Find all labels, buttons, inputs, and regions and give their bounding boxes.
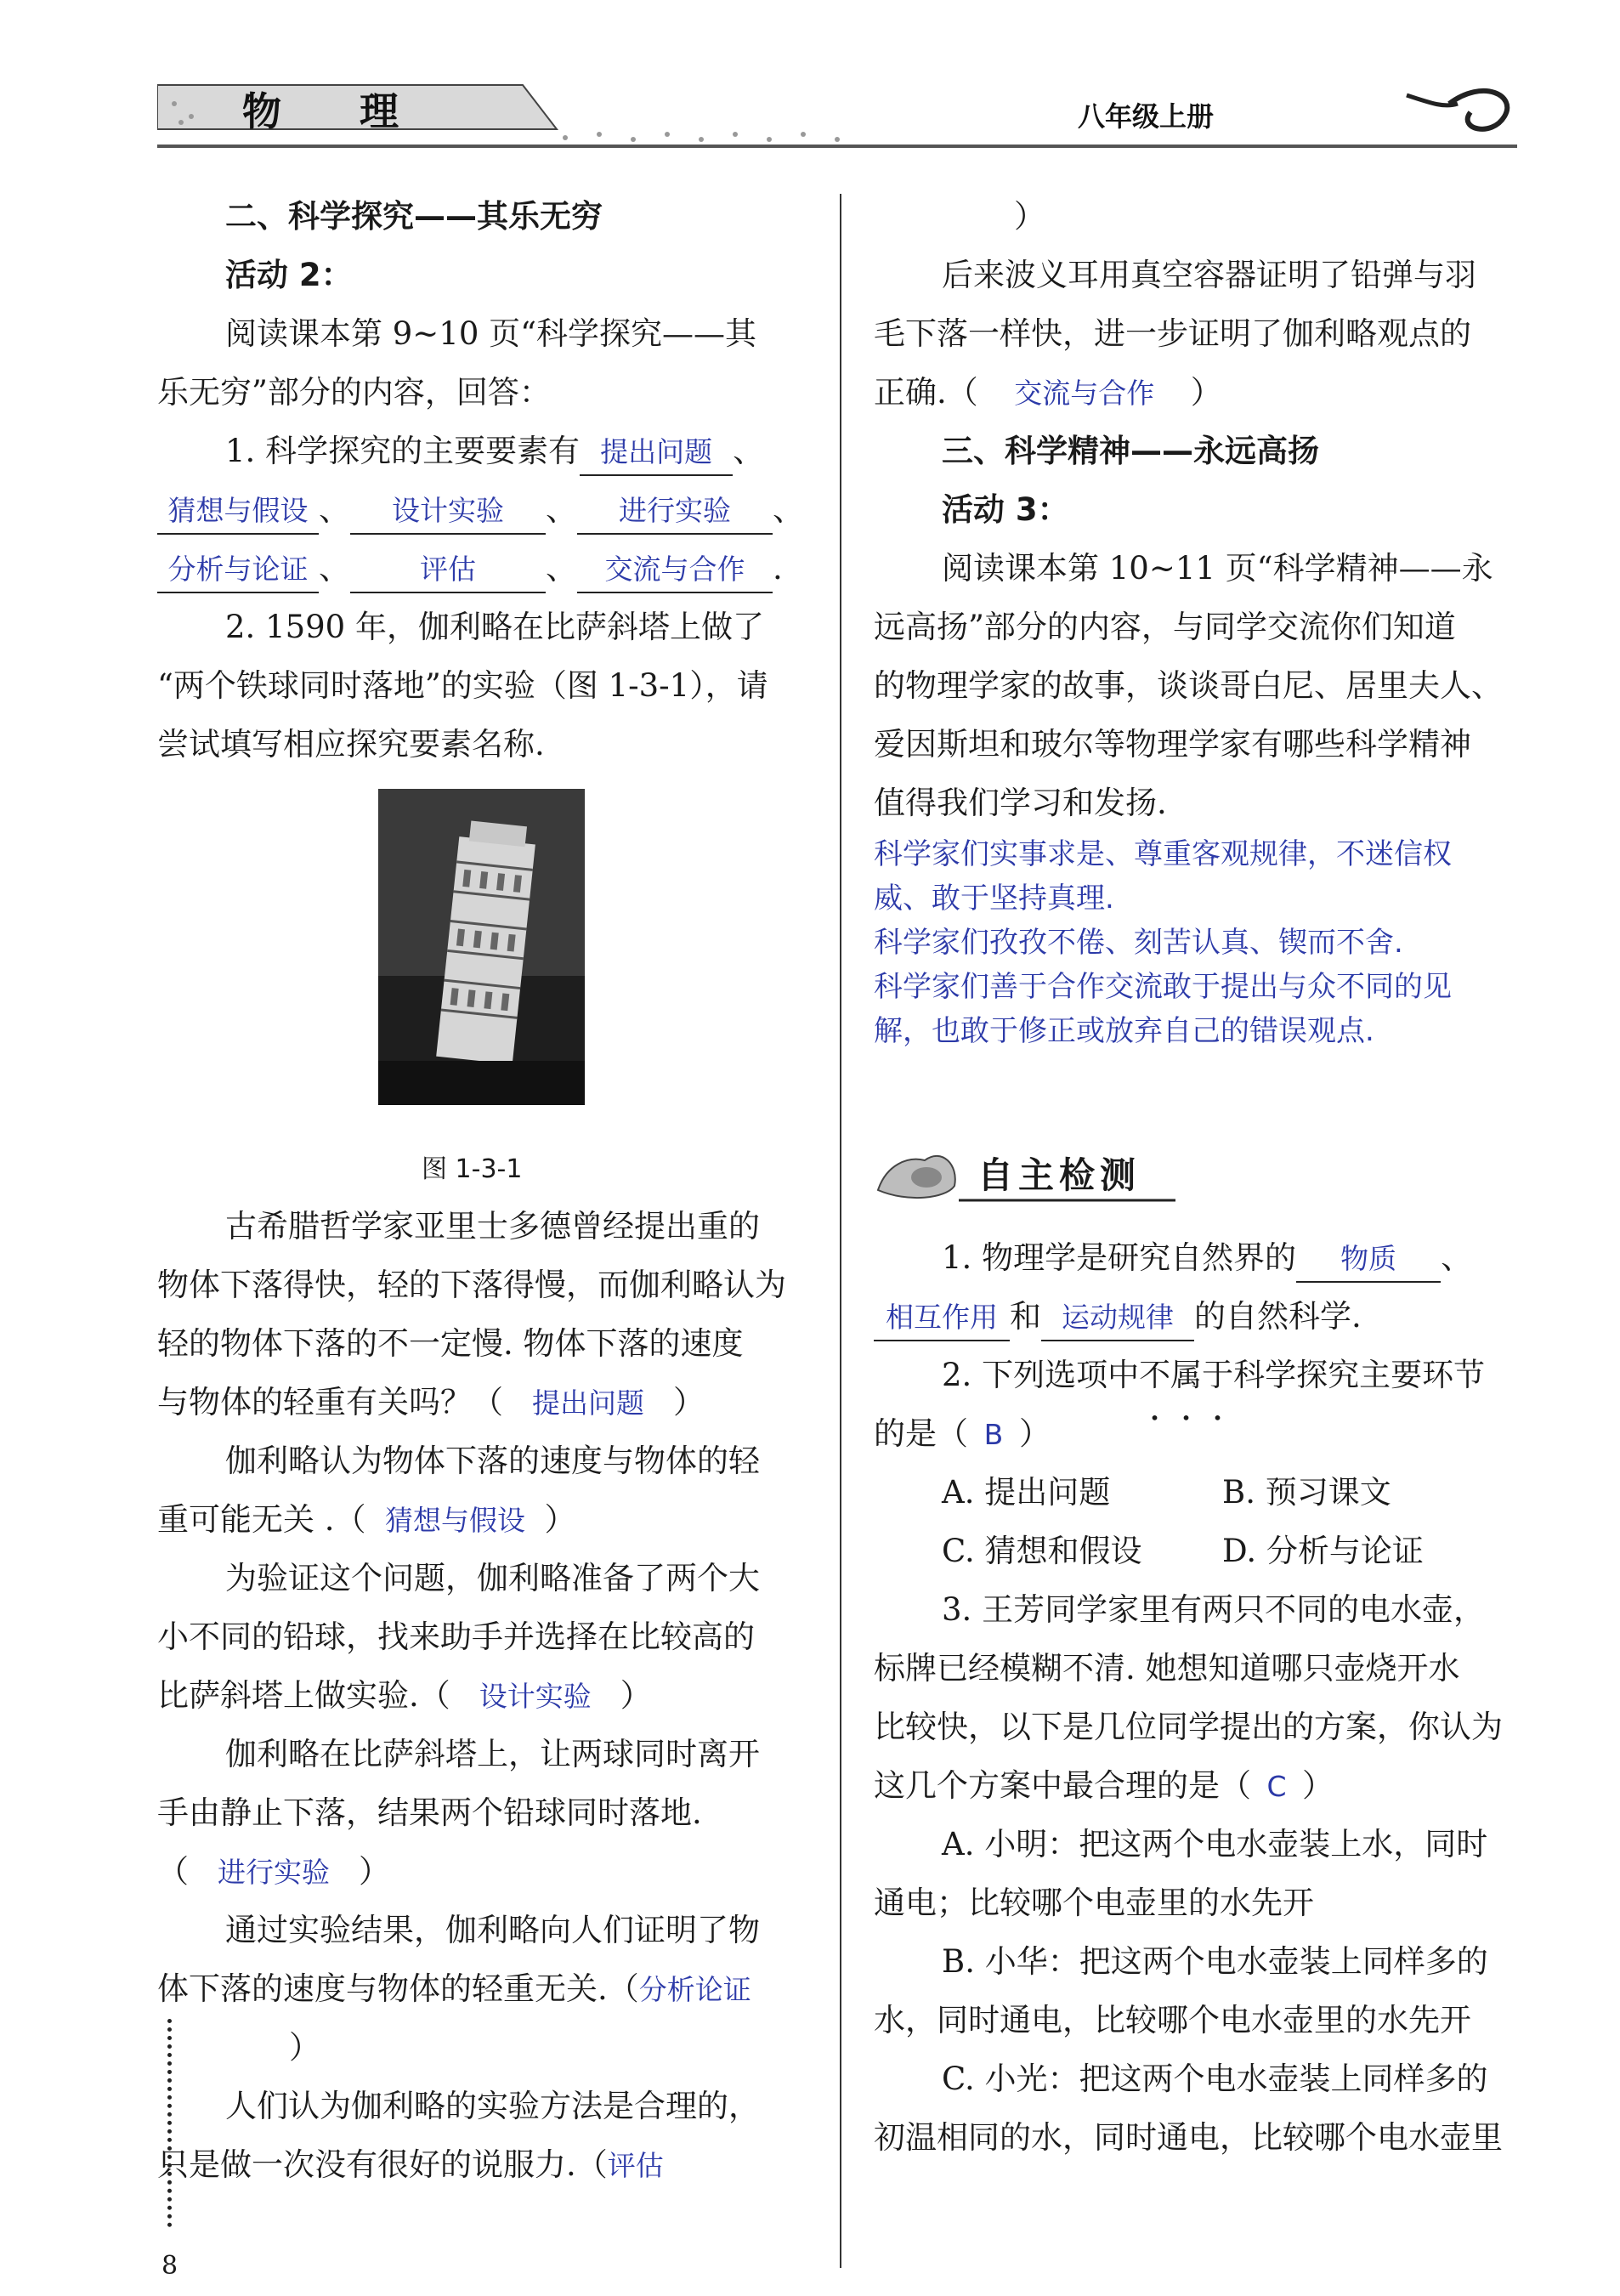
close-paren: ） xyxy=(673,1384,705,1420)
left-column xyxy=(157,187,812,774)
period: . xyxy=(773,550,783,587)
close-paren: ） xyxy=(359,1853,390,1890)
answer-line-2: 威、敢于坚持真理. xyxy=(874,882,1114,916)
activity-3-line-5: 值得我们学习和发扬. xyxy=(874,785,1167,821)
activity-2-label: 活动 2： xyxy=(225,257,353,293)
test-1-blank-3: 运动规律 xyxy=(1041,1295,1194,1341)
question-2-line-3: 尝试填写相应探究要素名称. xyxy=(157,726,545,762)
separator: 、 xyxy=(546,550,577,587)
subject-title: 物 理 xyxy=(242,88,432,134)
self-test-title: 自主检测 xyxy=(977,1154,1141,1196)
paragraph-5-line-1: 通过实验结果，伽利略向人们证明了物 xyxy=(225,1912,760,1948)
leaning-tower-photo xyxy=(378,789,585,1105)
dotted-margin-line xyxy=(167,2019,172,2227)
page-number: 8 xyxy=(161,2251,178,2281)
question-2-line-1: 2. 1590 年，伽利略在比萨斜塔上做了 xyxy=(225,609,764,645)
separator: 、 xyxy=(733,433,765,469)
paragraph-5-line-2 xyxy=(157,1959,812,2018)
paragraph-1-line-4 xyxy=(157,1373,812,1431)
answer-blank-7: 交流与合作 xyxy=(577,547,773,593)
answer-blank-5: 分析与论证 xyxy=(157,547,319,593)
option-a: A. 提出问题 xyxy=(942,1474,1111,1511)
test-1-and: 和 xyxy=(1010,1298,1041,1335)
separator: 、 xyxy=(1441,1239,1473,1276)
close-paren: ） xyxy=(1190,374,1222,411)
separator: 、 xyxy=(773,491,804,528)
paragraph-4-line-2: 手由静止下落，结果两个铅球同时落地. xyxy=(157,1794,702,1831)
separator: 、 xyxy=(546,491,577,528)
answer-blank-1: 提出问题 xyxy=(580,430,733,476)
close-paren: ） xyxy=(1019,1415,1051,1452)
answer-hypothesis: 猜想与假设 xyxy=(385,1504,526,1537)
activity-3-label: 活动 3： xyxy=(942,491,1069,528)
paragraph-6-line-2 xyxy=(157,2135,812,2194)
close-paren: ） xyxy=(1302,1767,1334,1804)
test-1-line-2 xyxy=(874,1287,1528,1346)
test-3-line-2: 标牌已经模糊不清. 她想知道哪只壶烧开水 xyxy=(874,1650,1460,1687)
question-2-line-2: “两个铁球同时落地”的实验（图 1-3-1），请 xyxy=(157,667,768,704)
separator: 、 xyxy=(319,550,350,587)
activity-3-line-1: 阅读课本第 10~11 页“科学精神——永 xyxy=(942,550,1493,587)
question-1-prefix: 1. 科学探究的主要要素有 xyxy=(225,433,581,469)
activity-3-line-4: 爱因斯坦和玻尔等物理学家有哪些科学精神 xyxy=(874,726,1471,762)
close-paren: ） xyxy=(544,1501,576,1538)
test-3-option-b-1: B. 小华：把这两个电水壶装上同样多的 xyxy=(942,1943,1488,1980)
figure-caption: 图 1-3-1 xyxy=(422,1154,523,1184)
paragraph-1-line-2: 物体下落得快，轻的下落得慢，而伽利略认为 xyxy=(157,1267,786,1303)
option-c: C. 猜想和假设 xyxy=(942,1533,1142,1569)
header-rule xyxy=(157,145,1517,148)
question-1-answers-row-1 xyxy=(157,480,812,539)
paragraph-1-line-3: 轻的物体下落的不一定慢. 物体下落的速度 xyxy=(157,1325,744,1362)
test-3-line-1: 3. 王芳同学家里有两只不同的电水壶， xyxy=(942,1591,1486,1628)
test-3-option-c-1: C. 小光：把这两个电水壶装上同样多的 xyxy=(942,2061,1488,2097)
test-1-line-1 xyxy=(874,1228,1528,1287)
paragraph-2-text: 重可能无关 .（ xyxy=(157,1501,366,1538)
paragraph-2-line-1: 伽利略认为物体下落的速度与物体的轻 xyxy=(225,1443,760,1479)
test-2-line-2 xyxy=(874,1404,1528,1463)
answer-evaluate: 评估 xyxy=(607,2149,664,2182)
open-paren: （ xyxy=(157,1853,189,1890)
question-1-line xyxy=(157,422,812,480)
test-3-option-a-2: 通电；比较哪个电壶里的水先开 xyxy=(874,1885,1314,1921)
answer-blank-2: 猜想与假设 xyxy=(157,489,319,535)
answer-design-experiment: 设计实验 xyxy=(479,1680,592,1713)
paragraph-1-text: 与物体的轻重有关吗？（ xyxy=(157,1384,503,1420)
test-3-line-4 xyxy=(874,1756,1528,1815)
column-divider xyxy=(840,194,841,2268)
answer-line-1: 科学家们实事求是、尊重客观规律，不迷信权 xyxy=(874,837,1452,871)
answer-communicate: 交流与合作 xyxy=(1014,377,1155,410)
activity-3-line-2: 远高扬”部分的内容，与同学交流你们知道 xyxy=(874,609,1456,645)
answer-conduct-experiment: 进行实验 xyxy=(218,1856,330,1889)
right-column xyxy=(874,187,1528,1053)
test-3-line-3: 比较快，以下是几位同学提出的方案，你认为 xyxy=(874,1709,1503,1745)
test-3-option-b-2: 水，同时通电，比较哪个电水壶里的水先开 xyxy=(874,2002,1471,2038)
paragraph-6-line-1: 人们认为伽利略的实验方法是合理的， xyxy=(225,2088,760,2124)
test-2-options-row-2 xyxy=(874,1522,1528,1580)
close-paren: ） xyxy=(620,1677,652,1714)
paragraph-7-line-1: 后来波义耳用真空容器证明了铅弹与羽 xyxy=(942,257,1476,293)
test-2-line-1 xyxy=(874,1346,1528,1404)
paragraph-3-line-1: 为验证这个问题，伽利略准备了两个大 xyxy=(225,1560,760,1596)
test-3-option-c-2: 初温相同的水，同时通电，比较哪个电水壶里 xyxy=(874,2119,1503,2156)
activity-3-line-3: 的物理学家的故事，谈谈哥白尼、居里夫人、 xyxy=(874,667,1503,704)
answer-line-5: 解，也敢于修正或放弃自己的错误观点. xyxy=(874,1014,1374,1048)
test-2-text-b: 科学探究主要环节 xyxy=(1233,1357,1486,1393)
emphasis-char: 属 xyxy=(1170,1357,1203,1393)
test-2-text-a: 2. 下列选项中 xyxy=(942,1357,1140,1393)
test-3-stem-end: 这几个方案中最合理的是（ xyxy=(874,1767,1251,1804)
test-1-blank-2: 相互作用 xyxy=(874,1295,1010,1341)
question-1-answers-row-2 xyxy=(157,539,812,598)
section-2-title: 二、科学探究——其乐无穷 xyxy=(225,198,603,235)
carryover-paren: ） xyxy=(1014,198,1045,235)
option-b: B. 预习课文 xyxy=(1222,1474,1391,1511)
test-1-blank-1: 物质 xyxy=(1296,1237,1441,1283)
test-3-answer: C xyxy=(1266,1770,1287,1803)
self-test-section xyxy=(874,1228,1528,2167)
read-line-2: 乐无穷”部分的内容，回答： xyxy=(157,374,551,411)
grade-label: 八年级上册 xyxy=(1078,100,1215,133)
test-2-answer: B xyxy=(983,1418,1004,1451)
activity-3-answer xyxy=(874,832,1528,1053)
answer-ask-question: 提出问题 xyxy=(532,1386,644,1420)
paragraph-4-line-3 xyxy=(157,1842,812,1901)
option-d: D. 分析与论证 xyxy=(1222,1533,1424,1569)
paragraph-7-text: 正确.（ xyxy=(874,374,978,411)
paragraph-2-line-2 xyxy=(157,1490,812,1549)
test-1-prefix: 1. 物理学是研究自然界的 xyxy=(942,1239,1297,1276)
read-line-1: 阅读课本第 9~10 页“科学探究——其 xyxy=(225,315,757,352)
test-3-option-a-1: A. 小明：把这两个电水壶装上水，同时 xyxy=(942,1826,1488,1862)
test-2-options-row-1 xyxy=(874,1463,1528,1522)
paragraph-7-line-3 xyxy=(874,363,1528,422)
answer-line-4: 科学家们善于合作交流敢于提出与众不同的见 xyxy=(874,970,1452,1004)
paragraph-6-text: 只是做一次没有很好的说服力.（ xyxy=(157,2146,608,2183)
paragraph-3-line-3 xyxy=(157,1666,812,1725)
emphasis-char: 不 xyxy=(1139,1357,1171,1393)
paragraph-5-text: 体下落的速度与物体的轻重无关.（ xyxy=(157,1970,639,2007)
section-3-title: 三、科学精神——永远高扬 xyxy=(942,433,1319,469)
paragraph-1-line-1: 古希腊哲学家亚里士多德曾经提出重的 xyxy=(225,1208,760,1244)
paragraph-3-text: 比萨斜塔上做实验.（ xyxy=(157,1677,450,1714)
test-2-stem-end: 的是（ xyxy=(874,1415,968,1452)
test-1-suffix: 的自然科学. xyxy=(1194,1298,1362,1335)
answer-analysis: 分析论证 xyxy=(638,1973,751,2006)
paragraph-3-line-2: 小不同的铅球，找来助手并选择在比较高的 xyxy=(157,1619,755,1655)
answer-blank-4: 进行实验 xyxy=(577,489,773,535)
answer-line-3: 科学家们孜孜不倦、刻苦认真、锲而不舍. xyxy=(874,926,1403,960)
answer-blank-3: 设计实验 xyxy=(350,489,546,535)
paragraph-7-line-2: 毛下落一样快，进一步证明了伽利略观点的 xyxy=(874,315,1471,352)
left-column-lower xyxy=(157,1197,812,2194)
paragraph-5-close: ） xyxy=(289,2029,320,2066)
separator: 、 xyxy=(319,491,350,528)
paragraph-4-line-1: 伽利略在比萨斜塔上，让两球同时离开 xyxy=(225,1736,760,1772)
answer-blank-6: 评估 xyxy=(350,547,546,593)
emphasis-char: 于 xyxy=(1202,1357,1234,1393)
